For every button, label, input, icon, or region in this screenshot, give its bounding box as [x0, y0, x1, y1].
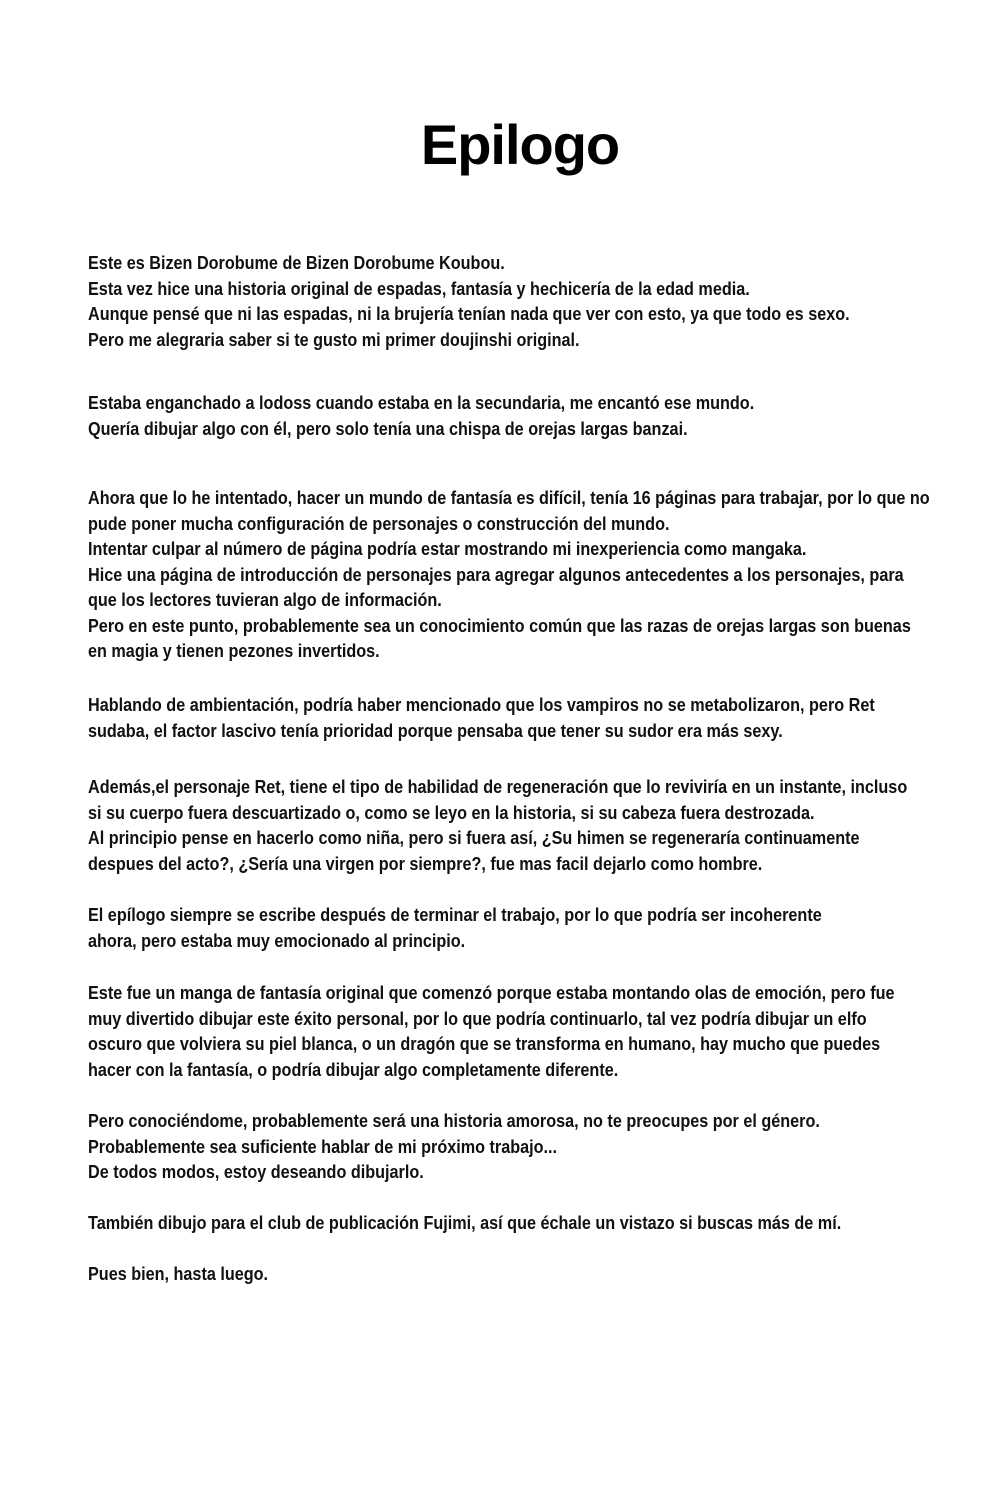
paragraph-fantasy: [88, 981, 895, 1083]
text-line: También dibujo para el club de publicación Fujimi, así que échale un vistazo si buscas más de mí.: [88, 1213, 842, 1233]
text-line: De todos modos, estoy deseando dibujarlo.: [88, 1162, 424, 1182]
text-line: hacer con la fantasía, o podría dibujar algo completamente diferente.: [88, 1059, 619, 1080]
text-line: Este es Bizen Dorobume de Bizen Dorobume Koubou.: [88, 253, 505, 273]
text-line: Probablemente sea suficiente hablar de mi próximo trabajo...: [88, 1136, 558, 1157]
text-line: Hablando de ambientación, podría haber mencionado que los vampiros no se metabolizaron, pero Ret: [88, 695, 875, 715]
text-line: Ahora que lo he intentado, hacer un mundo de fantasía es difícil, tenía 16 páginas para trabajar, por lo que no: [88, 488, 930, 508]
text-line: Estaba enganchado a lodoss cuando estaba en la secundaria, me encantó ese mundo.: [88, 393, 755, 413]
text-line: ahora, pero estaba muy emocionado al principio.: [88, 930, 466, 951]
text-line: Pero conociéndome, probablemente será una historia amorosa, no te preocupes por el género.: [88, 1111, 820, 1131]
text-line: oscuro que volviera su piel blanca, o un dragón que se transforma en humano, hay mucho que puedes: [88, 1034, 881, 1054]
text-line: Pero me alegraria saber si te gusto mi primer doujinshi original.: [88, 329, 580, 350]
text-line: Hice una página de introducción de personajes para agregar algunos antecedentes a los personajes, para: [88, 564, 904, 585]
paragraph-character: [88, 775, 908, 877]
text-line: Al principio pense en hacerlo como niña, pero si fuera así, ¿Su himen se regeneraría continuamente: [88, 828, 860, 848]
paragraph-lodoss: [88, 391, 871, 442]
text-line: El epílogo siempre se escribe después de terminar el trabajo, por lo que podría ser incoherente: [88, 905, 822, 925]
paragraph-setting: [88, 693, 875, 744]
paragraph-farewell: [88, 1262, 871, 1288]
text-line: si su cuerpo fuera descuartizado o, como se leyo en la historia, si su cabeza fuera destrozada.: [88, 802, 815, 823]
text-line: Aunque pensé que ni las espadas, ni la brujería tenían nada que ver con esto, ya que todo es sexo.: [88, 304, 850, 324]
text-line: Intentar culpar al número de página podría estar mostrando mi inexperiencia como mangaka.: [88, 539, 807, 559]
text-line: Esta vez hice una historia original de espadas, fantasía y hechicería de la edad media.: [88, 278, 750, 299]
text-line: Este fue un manga de fantasía original que comenzó porque estaba montando olas de emoción, pero fue: [88, 983, 895, 1003]
paragraph-epilogue-note: [88, 903, 871, 954]
paragraph-intro: [88, 251, 871, 353]
text-line: Quería dibujar algo con él, pero solo tenía una chispa de orejas largas banzai.: [88, 418, 688, 439]
text-line: sudaba, el factor lascivo tenía prioridad porque pensaba que tener su sudor era más sexy.: [88, 720, 783, 741]
paragraph-fujimi: [88, 1211, 871, 1237]
text-line: que los lectores tuvieran algo de información.: [88, 590, 442, 610]
text-line: despues del acto?, ¿Sería una virgen por siempre?, fue mas facil dejarlo como hombre.: [88, 853, 763, 874]
text-line: muy divertido dibujar este éxito personal, por lo que podría continuarlo, tal vez podría dibujar un elfo: [88, 1008, 867, 1029]
text-line: Pues bien, hasta luego.: [88, 1264, 269, 1284]
text-line: pude poner mucha configuración de personajes o construcción del mundo.: [88, 513, 670, 534]
text-line: en magia y tienen pezones invertidos.: [88, 641, 380, 661]
page-title: Epilogo: [420, 113, 620, 176]
paragraph-worldbuilding: [88, 486, 930, 665]
paragraph-next-work: [88, 1109, 871, 1186]
text-line: Además,el personaje Ret, tiene el tipo de habilidad de regeneración que lo reviviría en un instante, incluso: [88, 777, 908, 797]
text-line: Pero en este punto, probablemente sea un conocimiento común que las razas de orejas largas son buenas: [88, 615, 911, 636]
